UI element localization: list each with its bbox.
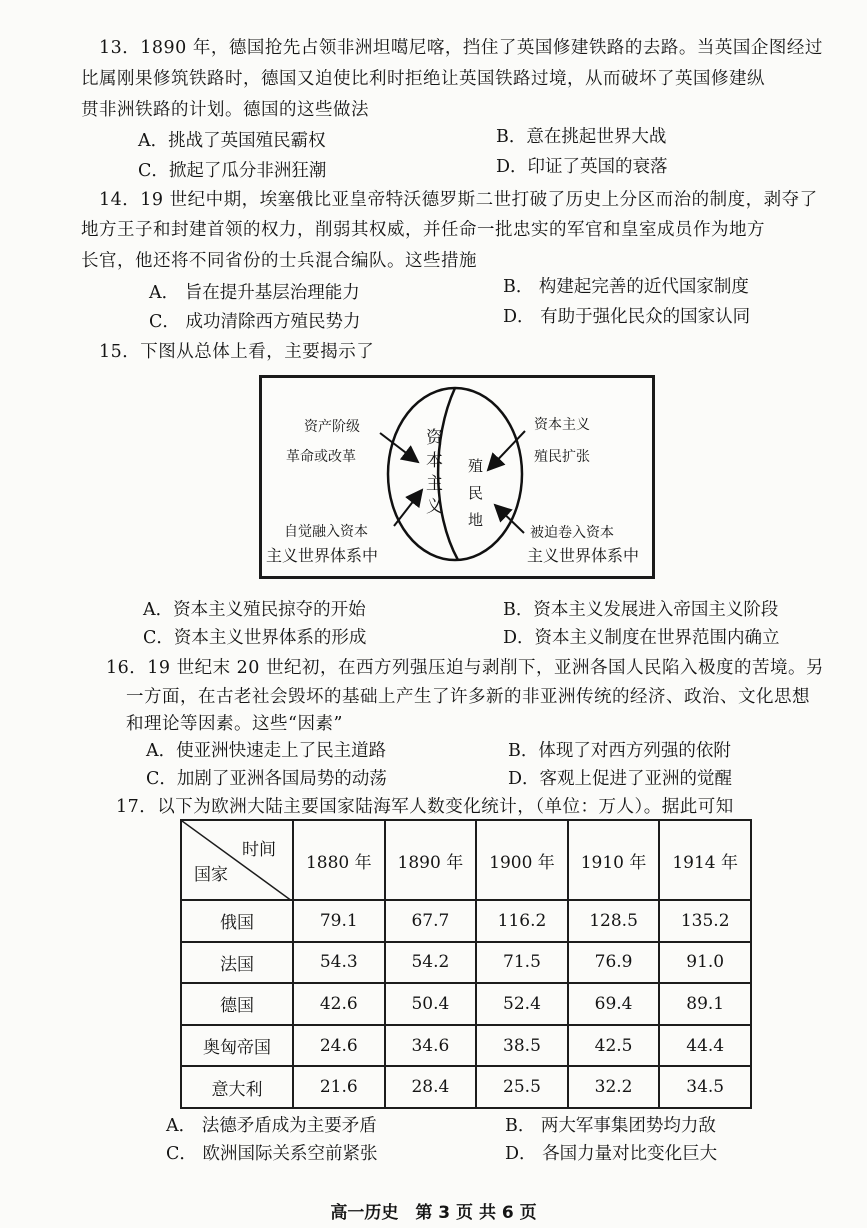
diagram-label-revolution: 革命或改革: [286, 449, 356, 465]
capitalism-world-system-diagram: [259, 375, 655, 579]
table-row: [181, 1025, 751, 1067]
table-row: [181, 900, 751, 942]
diagram-inner-colony: 殖民地: [466, 458, 484, 539]
q14-option-d[interactable]: D． 有助于强化民众的国家认同: [503, 307, 751, 327]
table-cell: 135.2: [659, 900, 751, 942]
table-corner-cell: [181, 820, 293, 900]
corner-label-country: 国家: [194, 865, 228, 885]
table-cell: 32.2: [568, 1066, 660, 1108]
q13-line-2: 比属刚果修筑铁路时，德国又迫使比利时拒绝让英国铁路过境，从而破坏了英国修建纵: [81, 69, 765, 89]
table-cell: 54.2: [385, 942, 477, 984]
table-cell: 42.5: [568, 1025, 660, 1067]
table-cell: 24.6: [293, 1025, 385, 1067]
page-footer: 高一历史 第 3 页 共 6 页: [330, 1203, 537, 1223]
table-cell: 52.4: [476, 983, 568, 1025]
diagram-label-voluntary-2: 主义世界体系中: [266, 546, 379, 565]
table-cell: 91.0: [659, 942, 751, 984]
q14-option-b[interactable]: B． 构建起完善的近代国家制度: [503, 277, 749, 297]
q14-option-c[interactable]: C． 成功清除西方殖民势力: [149, 312, 361, 332]
diagram-label-forced-2: 主义世界体系中: [527, 546, 640, 565]
table-row: [181, 983, 751, 1025]
table-cell: 71.5: [476, 942, 568, 984]
table-cell: 79.1: [293, 900, 385, 942]
corner-label-time: 时间: [242, 840, 276, 860]
q16-option-a[interactable]: A．使亚洲快速走上了民主道路: [146, 741, 387, 761]
arrow-left-top: [380, 433, 418, 462]
col-header: 1914 年: [659, 820, 751, 900]
table-header-row: [181, 820, 751, 900]
table-cell: 25.5: [476, 1066, 568, 1108]
diagram-label-expansion: 殖民扩张: [534, 449, 590, 465]
q13-line-3: 贯非洲铁路的计划。德国的这些做法: [81, 100, 369, 120]
col-header: 1880 年: [293, 820, 385, 900]
diagram-label-voluntary: 自觉融入资本: [284, 524, 368, 540]
table-cell: 21.6: [293, 1066, 385, 1108]
q16-line-3: 和理论等因素。这些“因素”: [126, 714, 343, 734]
arrow-left-bottom: [394, 490, 422, 526]
table-cell: 76.9: [568, 942, 660, 984]
q17-line-1: 17．以下为欧洲大陆主要国家陆海军人数变化统计，（单位：万人）。据此可知: [116, 797, 734, 817]
table-cell: 69.4: [568, 983, 660, 1025]
q15-option-c[interactable]: C．资本主义世界体系的形成: [143, 628, 367, 648]
q16-line-2: 一方面，在古老社会毁坏的基础上产生了许多新的非亚洲传统的经济、政治、文化思想: [126, 687, 810, 707]
table-cell: 54.3: [293, 942, 385, 984]
q16-option-c[interactable]: C．加剧了亚洲各国局势的动荡: [146, 769, 387, 789]
table-cell: 38.5: [476, 1025, 568, 1067]
diagram-label-bourgeois: 资产阶级: [304, 419, 360, 435]
q17-option-c[interactable]: C． 欧洲国际关系空前紧张: [166, 1144, 378, 1164]
row-country: 法国: [181, 942, 293, 984]
table-cell: 44.4: [659, 1025, 751, 1067]
diagram-label-capitalism: 资本主义: [534, 417, 590, 433]
table-cell: 128.5: [568, 900, 660, 942]
col-header: 1900 年: [476, 820, 568, 900]
q13-option-a[interactable]: A．挑战了英国殖民霸权: [138, 131, 326, 151]
table-cell: 34.5: [659, 1066, 751, 1108]
diagram-label-forced: 被迫卷入资本: [530, 525, 614, 541]
table-row: [181, 942, 751, 984]
table-cell: 50.4: [385, 983, 477, 1025]
table-cell: 116.2: [476, 900, 568, 942]
q14-line-2: 地方王子和封建首领的权力，削弱其权威，并任命一批忠实的军官和皇室成员作为地方: [81, 220, 765, 240]
q16-option-d[interactable]: D．客观上促进了亚洲的觉醒: [508, 769, 733, 789]
q15-line-1: 15．下图从总体上看，主要揭示了: [99, 342, 375, 362]
col-header: 1890 年: [385, 820, 477, 900]
army-size-table: [180, 819, 752, 1109]
table-cell: 34.6: [385, 1025, 477, 1067]
q13-option-b[interactable]: B．意在挑起世界大战: [496, 127, 667, 147]
q14-option-a[interactable]: A． 旨在提升基层治理能力: [149, 283, 360, 303]
q14-line-1: 14．19 世纪中期，埃塞俄比亚皇帝特沃德罗斯二世打破了历史上分区而治的制度，剥夺了: [99, 190, 818, 210]
q17-option-b[interactable]: B． 两大军事集团势均力敌: [505, 1116, 716, 1136]
arrow-right-bottom: [495, 505, 524, 533]
q13-line-1: 13．1890 年，德国抢先占领非洲坦噶尼喀，挡住了英国修建铁路的去路。当英国企图经过: [99, 38, 823, 58]
row-country: 俄国: [181, 900, 293, 942]
q15-option-d[interactable]: D．资本主义制度在世界范围内确立: [503, 628, 780, 648]
q14-line-3: 长官，他还将不同省份的士兵混合编队。这些措施: [81, 251, 477, 271]
table-row: [181, 1066, 751, 1108]
row-country: 奥匈帝国: [181, 1025, 293, 1067]
table-cell: 28.4: [385, 1066, 477, 1108]
table-cell: 42.6: [293, 983, 385, 1025]
q15-option-b[interactable]: B．资本主义发展进入帝国主义阶段: [503, 600, 779, 620]
globe-ellipse: [388, 388, 522, 560]
q13-option-d[interactable]: D．印证了英国的衰落: [496, 157, 668, 177]
q13-option-c[interactable]: C．掀起了瓜分非洲狂潮: [138, 161, 327, 181]
q16-line-1: 16．19 世纪末 20 世纪初，在西方列强压迫与剥削下，亚洲各国人民陷入极度的苦境。另: [106, 658, 824, 678]
q17-option-d[interactable]: D． 各国力量对比变化巨大: [505, 1144, 718, 1164]
table-cell: 89.1: [659, 983, 751, 1025]
row-country: 德国: [181, 983, 293, 1025]
table-cell: 67.7: [385, 900, 477, 942]
diagram-inner-capitalism: 资本主义: [422, 428, 442, 520]
q16-option-b[interactable]: B．体现了对西方列强的依附: [508, 741, 731, 761]
row-country: 意大利: [181, 1066, 293, 1108]
q17-option-a[interactable]: A． 法德矛盾成为主要矛盾: [166, 1116, 377, 1136]
col-header: 1910 年: [568, 820, 660, 900]
q15-option-a[interactable]: A．资本主义殖民掠夺的开始: [143, 600, 366, 620]
